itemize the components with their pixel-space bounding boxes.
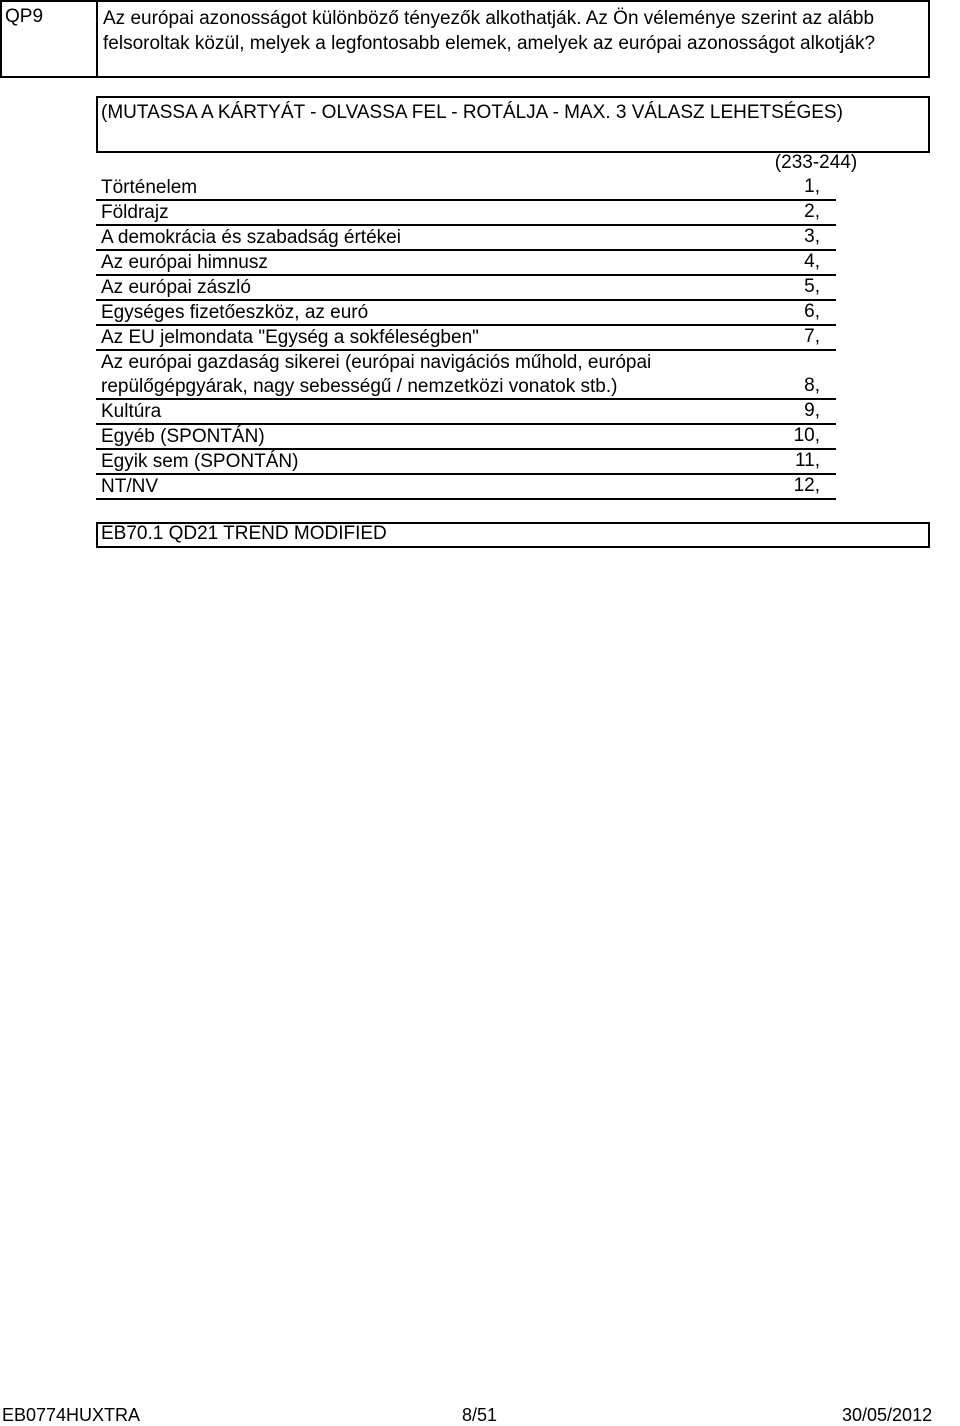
answer-row: [96, 201, 836, 226]
answer-code: 7,: [804, 326, 820, 347]
trend-reference: EB70.1 QD21 TREND MODIFIED: [101, 523, 387, 544]
answer-label: Egységes fizetőeszköz, az euró: [101, 302, 369, 323]
answer-row: [96, 400, 836, 425]
instruction-text: (MUTASSA A KÁRTYÁT - OLVASSA FEL - ROTÁLJA - MAX. 3 VÁLASZ LEHETSÉGES): [101, 102, 843, 123]
answer-code: 11,: [794, 450, 820, 471]
question-divider: [96, 0, 98, 78]
answer-code: 12,: [793, 475, 820, 496]
answer-code: 8,: [804, 375, 820, 396]
answer-row: [96, 176, 836, 201]
answer-label: Földrajz: [101, 202, 169, 223]
answer-label: Az európai zászló: [101, 277, 251, 298]
answer-code: 9,: [804, 400, 820, 421]
answer-label: Egyik sem (SPONTÁN): [101, 451, 299, 472]
answer-code: 1,: [804, 176, 820, 197]
answer-row: [96, 326, 836, 351]
answer-row: [96, 450, 836, 475]
answer-label: Egyéb (SPONTÁN): [101, 426, 265, 447]
answer-code: 3,: [804, 226, 820, 247]
answer-label: Az európai gazdaság sikerei (európai navigációs műhold, európai repülőgépgyárak, nagy sebességű / nemzetközi vonatok stb.): [101, 352, 652, 397]
answer-list: [96, 176, 836, 500]
answer-row: [96, 351, 836, 400]
footer-page-number: 8/51: [462, 1405, 498, 1425]
answer-row: [96, 425, 836, 450]
answer-row: [96, 251, 836, 276]
answer-row: [96, 276, 836, 301]
answer-label: A demokrácia és szabadság értékei: [101, 227, 401, 248]
answer-label: Történelem: [101, 177, 198, 198]
answer-label: Az EU jelmondata "Egység a sokféleségben": [101, 327, 479, 348]
question-id: QP9: [5, 6, 44, 27]
codes-header: (233-244): [774, 152, 858, 173]
answer-row: [96, 301, 836, 326]
answer-row: [96, 475, 836, 500]
answer-code: 6,: [804, 301, 820, 322]
answer-label: Az európai himnusz: [101, 252, 268, 273]
answer-label: NT/NV: [101, 476, 158, 497]
footer-doc-id: EB0774HUXTRA: [2, 1405, 141, 1425]
answer-label: Kultúra: [101, 401, 162, 422]
answer-code: 4,: [804, 251, 820, 272]
question-text: Az európai azonosságot különböző tényezők alkothatják. Az Ön véleménye szerint az alább felsoroltak közül, melyek a legfontosabb elemek, amelyek az európai azonosságot alkotják?: [103, 8, 876, 54]
answer-code: 10,: [793, 425, 820, 446]
answer-row: [96, 226, 836, 251]
footer-date: 30/05/2012: [842, 1405, 933, 1425]
answer-code: 2,: [804, 201, 820, 222]
answer-code: 5,: [804, 276, 820, 297]
